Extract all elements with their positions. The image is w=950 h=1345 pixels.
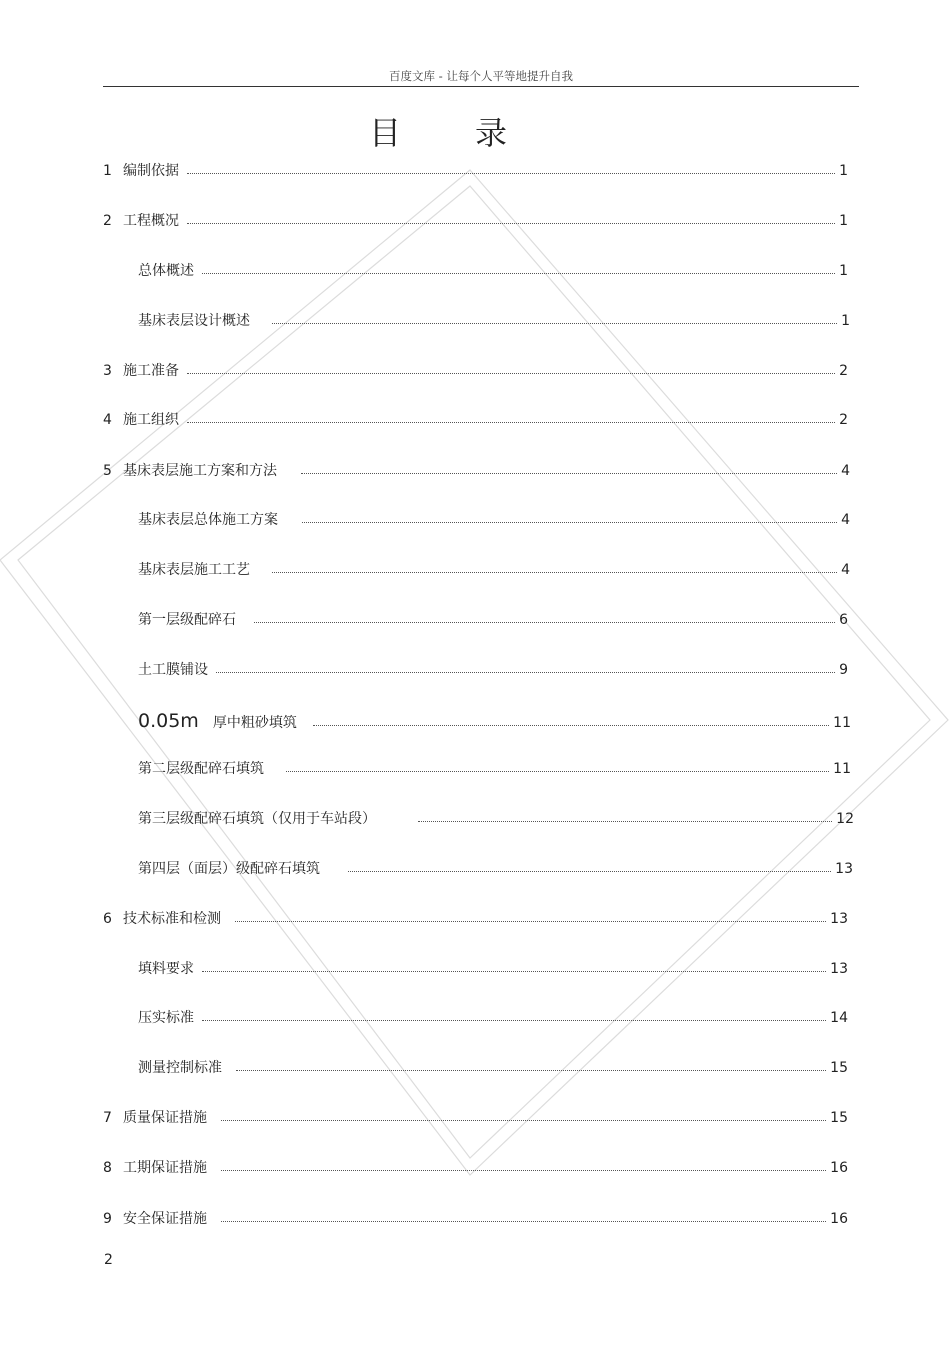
toc-label: 工程概况 — [123, 213, 179, 229]
dot-leader — [221, 1106, 826, 1121]
toc-label: 总体概述 — [138, 263, 194, 279]
dot-leader — [202, 957, 826, 972]
dot-leader — [418, 807, 832, 822]
toc-page: 16 — [830, 1211, 848, 1227]
toc-label: 厚中粗砂填筑 — [212, 715, 297, 731]
toc-entry[interactable] — [138, 509, 850, 529]
toc-label: 基床表层施工方案和方法 — [123, 463, 277, 479]
toc-label: 压实标准 — [138, 1010, 194, 1026]
dot-leader — [221, 1207, 826, 1222]
dot-leader — [302, 508, 837, 523]
toc-entry[interactable] — [103, 1208, 848, 1228]
toc-entry[interactable] — [138, 958, 848, 978]
toc-page: 11 — [833, 761, 851, 777]
toc-label: 填料要求 — [138, 961, 194, 977]
toc-entry[interactable] — [103, 1157, 848, 1177]
page-title: 目录 — [368, 114, 581, 152]
toc-label: 测量控制标准 — [138, 1060, 222, 1076]
dot-leader — [187, 359, 835, 374]
dot-leader — [348, 857, 831, 872]
toc-label: 第四层（面层）级配碎石填筑 — [138, 861, 320, 877]
toc-page: 15 — [830, 1110, 848, 1126]
toc-page: 14 — [830, 1010, 848, 1026]
toc-label: 基床表层总体施工方案 — [138, 512, 278, 528]
page-number: 2 — [104, 1252, 113, 1268]
toc-entry[interactable] — [138, 1057, 848, 1077]
toc-label: 施工准备 — [123, 363, 179, 379]
toc-label: 基床表层施工工艺 — [138, 562, 250, 578]
toc-page: 15 — [830, 1060, 848, 1076]
toc-label: 技术标准和检测 — [123, 911, 221, 927]
toc-entry[interactable] — [103, 1107, 848, 1127]
toc-page: 13 — [835, 861, 853, 877]
toc-entry[interactable] — [103, 360, 848, 380]
toc-entry[interactable] — [103, 460, 850, 480]
toc-entry[interactable] — [138, 858, 853, 878]
toc-page: 11 — [833, 715, 851, 731]
dot-leader — [202, 259, 835, 274]
toc-label: 基床表层设计概述 — [138, 313, 250, 329]
dot-leader — [313, 711, 829, 726]
dot-leader — [272, 309, 837, 324]
toc-entry[interactable] — [138, 609, 848, 629]
toc-entry[interactable] — [103, 210, 848, 230]
toc-page: 13 — [830, 911, 848, 927]
toc-page: 2 — [839, 412, 848, 428]
toc-label: 编制依据 — [123, 163, 179, 179]
toc-number: 4 — [103, 412, 112, 428]
toc-entry[interactable] — [103, 908, 848, 928]
toc-entry[interactable] — [138, 559, 850, 579]
toc-label: 施工组织 — [123, 412, 179, 428]
toc-page: 16 — [830, 1160, 848, 1176]
toc-number: 5 — [103, 463, 112, 479]
toc-page: 4 — [841, 562, 850, 578]
toc-page: 13 — [830, 961, 848, 977]
dot-leader — [187, 408, 835, 423]
toc-prefix: 0.05m — [138, 710, 199, 732]
toc-entry[interactable] — [138, 310, 850, 330]
dot-leader — [202, 1006, 826, 1021]
header-text: 百度文库 - 让每个人平等地提升自我 — [389, 69, 573, 83]
toc-page: 2 — [839, 363, 848, 379]
dot-leader — [236, 1056, 826, 1071]
toc-page: 12 — [836, 811, 854, 827]
toc-number: 9 — [103, 1211, 112, 1227]
toc-page: 1 — [839, 263, 848, 279]
toc-number: 3 — [103, 363, 112, 379]
dot-leader — [301, 459, 837, 474]
toc-label: 土工膜铺设 — [138, 662, 208, 678]
dot-leader — [187, 209, 835, 224]
toc-entry[interactable] — [103, 160, 848, 180]
toc-number: 1 — [103, 163, 112, 179]
toc-entry[interactable] — [138, 1007, 848, 1027]
toc-label: 质量保证措施 — [123, 1110, 207, 1126]
toc-number: 7 — [103, 1110, 112, 1126]
dot-leader — [254, 608, 835, 623]
toc-label: 第三层级配碎石填筑（仅用于车站段） — [138, 811, 376, 827]
dot-leader — [286, 757, 829, 772]
toc-page: 9 — [839, 662, 848, 678]
toc-entry[interactable] — [103, 409, 848, 429]
toc-number: 2 — [103, 213, 112, 229]
toc-entry[interactable] — [138, 758, 851, 778]
toc-label: 安全保证措施 — [123, 1211, 207, 1227]
dot-leader — [272, 558, 837, 573]
toc-page: 4 — [841, 463, 850, 479]
toc-entry[interactable] — [138, 709, 851, 733]
toc-number: 6 — [103, 911, 112, 927]
toc-page: 1 — [839, 213, 848, 229]
toc-page: 1 — [839, 163, 848, 179]
toc-label: 工期保证措施 — [123, 1160, 207, 1176]
toc-label: 第一层级配碎石 — [138, 612, 236, 628]
toc-entry[interactable] — [138, 659, 848, 679]
dot-leader — [221, 1156, 826, 1171]
toc-page: 6 — [839, 612, 848, 628]
dot-leader — [187, 159, 835, 174]
toc-entry[interactable] — [138, 260, 848, 280]
dot-leader — [235, 907, 826, 922]
dot-leader — [216, 658, 835, 673]
toc-page: 4 — [841, 512, 850, 528]
toc-label: 第二层级配碎石填筑 — [138, 761, 264, 777]
toc-entry[interactable] — [138, 808, 854, 828]
toc-number: 8 — [103, 1160, 112, 1176]
toc-page: 1 — [841, 313, 850, 329]
